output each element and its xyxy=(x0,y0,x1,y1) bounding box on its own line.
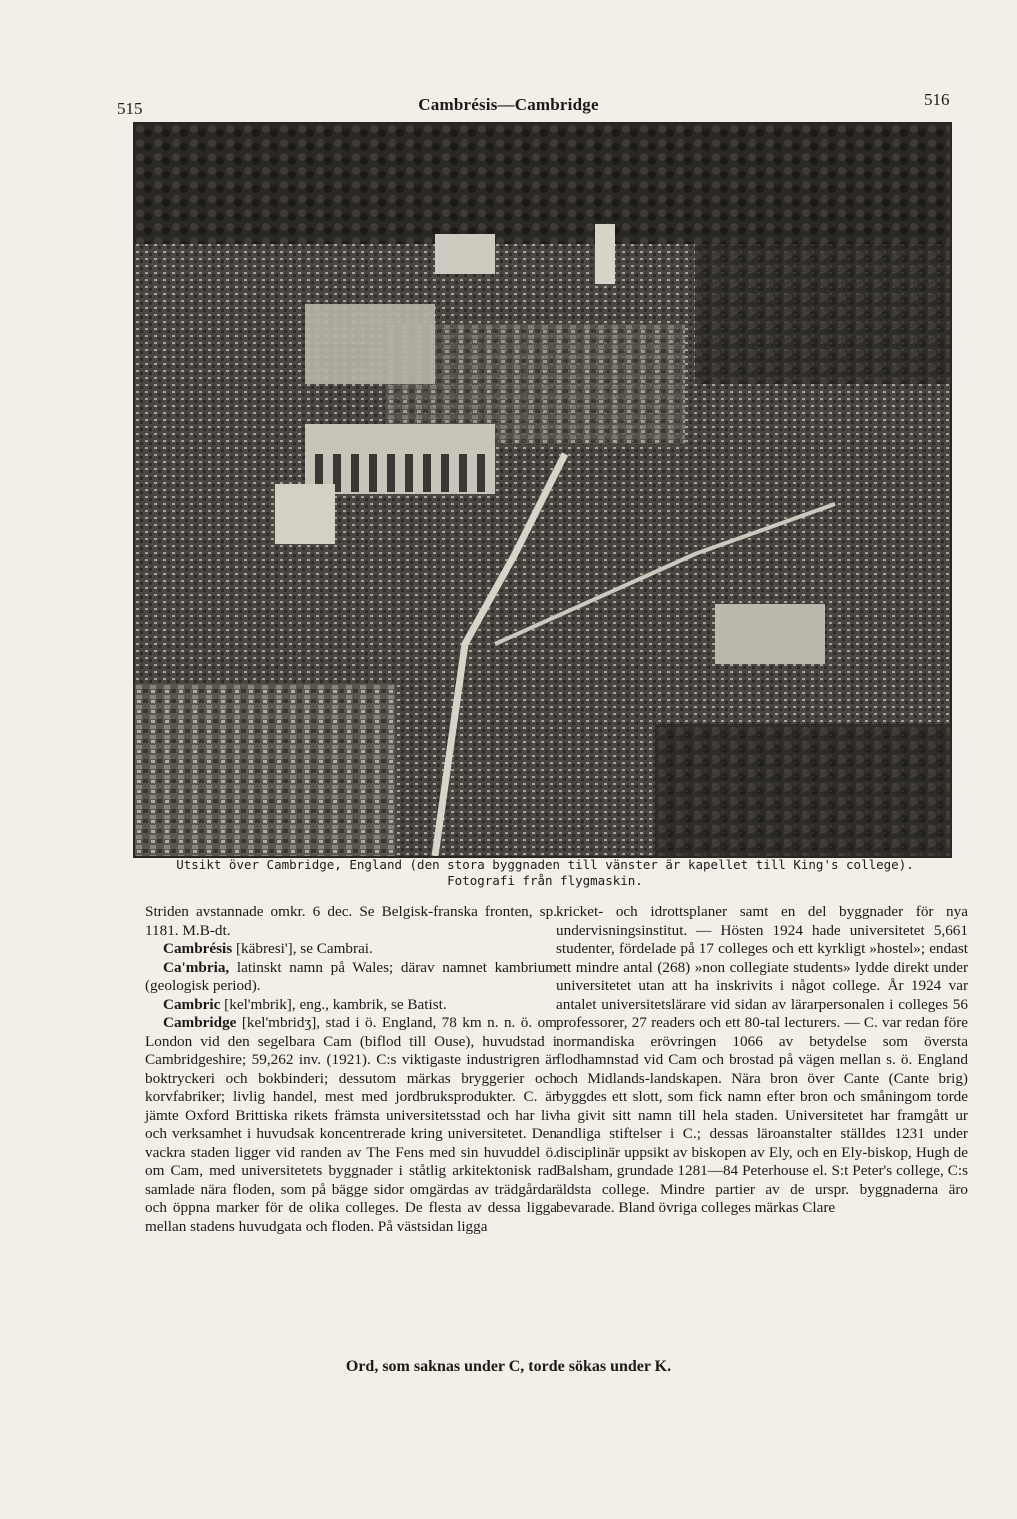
page-number-right: 516 xyxy=(924,90,950,109)
entry-cambresis xyxy=(145,940,557,959)
entry-head: Cambridge xyxy=(163,1014,237,1031)
entry-body: [käbresi'], se Cambrai. xyxy=(232,940,373,957)
footer-note: Ord, som saknas under C, torde sökas under K. xyxy=(345,1358,672,1375)
caption-line-2: Fotografi från flygmaskin. xyxy=(447,873,643,888)
entry-head: Ca'mbria, xyxy=(163,958,230,976)
entry-head: Cambrésis xyxy=(163,940,233,957)
right-column xyxy=(556,903,968,1218)
running-head: Cambrésis—Cambridge xyxy=(418,95,599,114)
aerial-photo-icon xyxy=(135,124,950,856)
entry-body: [kel'mbridʒ], stad i ö. England, 78 km n. n. ö. om London vid den segelbara Cam (biflod till Ouse), huvudstad i Cambridgeshire; 59,262 inv. (1921). C:s viktigaste industrigren är boktryckeri och bokbinderi; dessutom märkas bryggerier och korvfabriker; livlig handel, mest med jordbruksprodukter. C. är jämte Oxford Brittiska rikets främsta universitetsstad och har liv och verksamhet i huvudsak koncentrerade kring universitetet. Den vackra staden ligger vid randen av The Fens med sin huvuddel ö. om Cam, med universitetets byggnader i ståtlig arkitektonisk rad samlade nära floden, som på bägge sidor omgärdas av trädgårdar och öppna marker för de olika colleges. De flesta av dessa ligga mellan stadens huvudgata och floden. På västsidan ligga xyxy=(145,1014,557,1235)
entry-head: Cambric xyxy=(163,995,221,1013)
page-number-left: 515 xyxy=(117,99,143,118)
left-column xyxy=(145,903,557,1236)
paragraph: Striden avstannade omkr. 6 dec. Se Belgisk-franska fronten, sp. 1181. M.B-dt. xyxy=(145,903,557,939)
photo-caption xyxy=(130,857,960,889)
entry-body: [kel'mbrik], eng., kambrik, se Batist. xyxy=(220,995,447,1013)
entry-cambric xyxy=(145,996,557,1015)
entry-body: latinskt namn på Wales; därav namnet kambrium (geologisk period). xyxy=(145,958,557,994)
entry-cambria xyxy=(145,959,557,996)
aerial-photo xyxy=(133,122,952,858)
paragraph: kricket- och idrottsplaner samt en del byggnader för nya undervisningsinstitut. — Hösten 1924 hade universitetet 5,661 studenter, fördelade på 17 colleges och ett kyrkligt »hostel»; endast ett mindre antal (268) »non collegiate students» lydde direkt under universitetet utan att ha inskrivits i något college. År 1924 var antalet universitetslärare vid sidan av lärarpersonalen i colleges 56 professorer, 27 readers och ett 80-tal lecturers. — C. var redan före normandiska erövringen 1066 av betydelse som översta flodhamnstad vid Cam och brostad på vägen mellan s. ö. England och Midlands-landskapen. Nära bron över Cante (Cante brig) byggdes ett slott, som fick namn efter bron och småningom torde ha givit sitt namn till hela staden. Universitetet har framgått ur andliga stiftelser i C.; dessas läroanstalter ställdes 1231 under disciplinär uppsikt av biskopen av Ely, och en Ely-biskop, Hugh de Balsham, grundade 1281—84 Peterhouse el. S:t Peter's college, C:s äldsta college. Mindre partier av de urspr. byggnaderna äro bevarade. Bland övriga colleges märkas Clare xyxy=(556,903,968,1216)
entry-cambridge xyxy=(145,1014,557,1236)
caption-line-1: Utsikt över Cambridge, England (den stora byggnaden till vänster är kapellet till King's college). xyxy=(176,857,914,872)
